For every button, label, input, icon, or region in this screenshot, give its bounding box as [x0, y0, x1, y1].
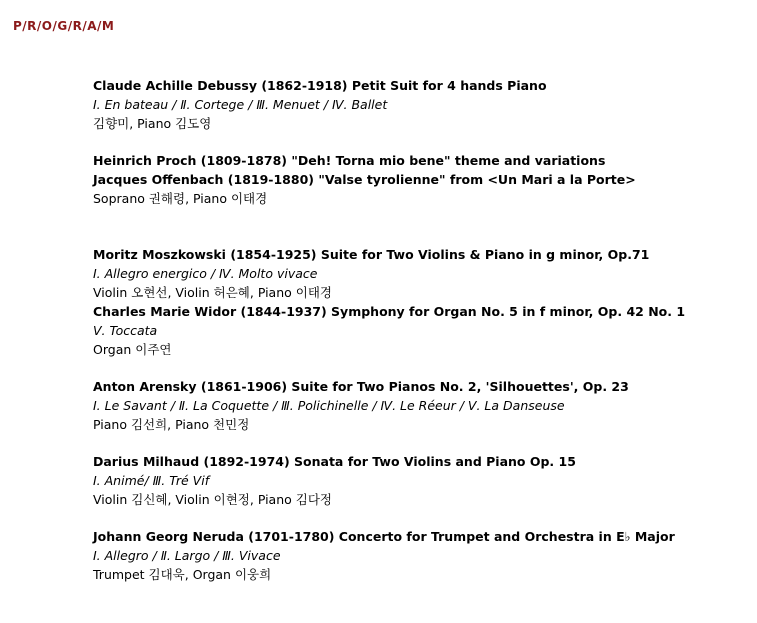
work-title: Johann Georg Neruda (1701-1780) Concerto for Trumpet and Orchestra in E♭ Major	[93, 529, 675, 544]
work-title: Darius Milhaud (1892-1974) Sonata for Two Violins and Piano Op. 15	[93, 454, 576, 469]
work-movements: Ⅴ. Toccata	[93, 323, 158, 338]
work-performers: Trumpet 김대욱, Organ 이웅희	[93, 567, 272, 582]
work-performers: Piano 김선희, Piano 천민정	[93, 417, 250, 432]
work-performers: Violin 오현선, Violin 허은혜, Piano 이태경	[93, 285, 332, 300]
program-item-neruda	[93, 527, 753, 584]
work-title: Charles Marie Widor (1844-1937) Symphony for Organ No. 5 in f minor, Op. 42 No. 1	[93, 304, 686, 319]
work-performers: 김향미, Piano 김도영	[93, 116, 212, 131]
work-title: Moritz Moszkowski (1854-1925) Suite for Two Violins & Piano in g minor, Op.71	[93, 247, 650, 262]
work-movements: Ⅰ. Animé/ Ⅲ. Tré Vif	[93, 473, 210, 488]
program-item-widor	[93, 302, 753, 359]
program-list	[93, 76, 753, 584]
program-item-debussy	[93, 76, 753, 133]
work-title: Claude Achille Debussy (1862-1918) Petit Suit for 4 hands Piano	[93, 78, 547, 93]
work-performers: Soprano 권해령, Piano 이태경	[93, 191, 268, 206]
work-movements: Ⅰ. Allegro energico / Ⅳ. Molto vivace	[93, 266, 318, 281]
program-item-milhaud	[93, 452, 753, 509]
work-movements: Ⅰ. En bateau / Ⅱ. Cortege / Ⅲ. Menuet / Ⅳ. Ballet	[93, 97, 388, 112]
work-movements: Ⅰ. Le Savant / Ⅱ. La Coquette / Ⅲ. Polichinelle / Ⅳ. Le Réeur / Ⅴ. La Danseuse	[93, 398, 565, 413]
program-item-proch-offenbach	[93, 151, 753, 208]
work-title: Heinrich Proch (1809-1878) "Deh! Torna mio bene" theme and variations	[93, 153, 606, 168]
work-movements: Ⅰ. Allegro / Ⅱ. Largo / Ⅲ. Vivace	[93, 548, 281, 563]
work-title: Anton Arensky (1861-1906) Suite for Two Pianos No. 2, 'Silhouettes', Op. 23	[93, 379, 629, 394]
work-title: Jacques Offenbach (1819-1880) "Valse tyrolienne" from <Un Mari a la Porte>	[93, 172, 636, 187]
work-performers: Violin 김신혜, Violin 이현정, Piano 김다정	[93, 492, 332, 507]
work-performers: Organ 이주연	[93, 342, 172, 357]
program-item-arensky	[93, 377, 753, 434]
page-heading: P/R/O/G/R/A/M	[13, 19, 115, 33]
program-item-moszkowski	[93, 245, 753, 302]
